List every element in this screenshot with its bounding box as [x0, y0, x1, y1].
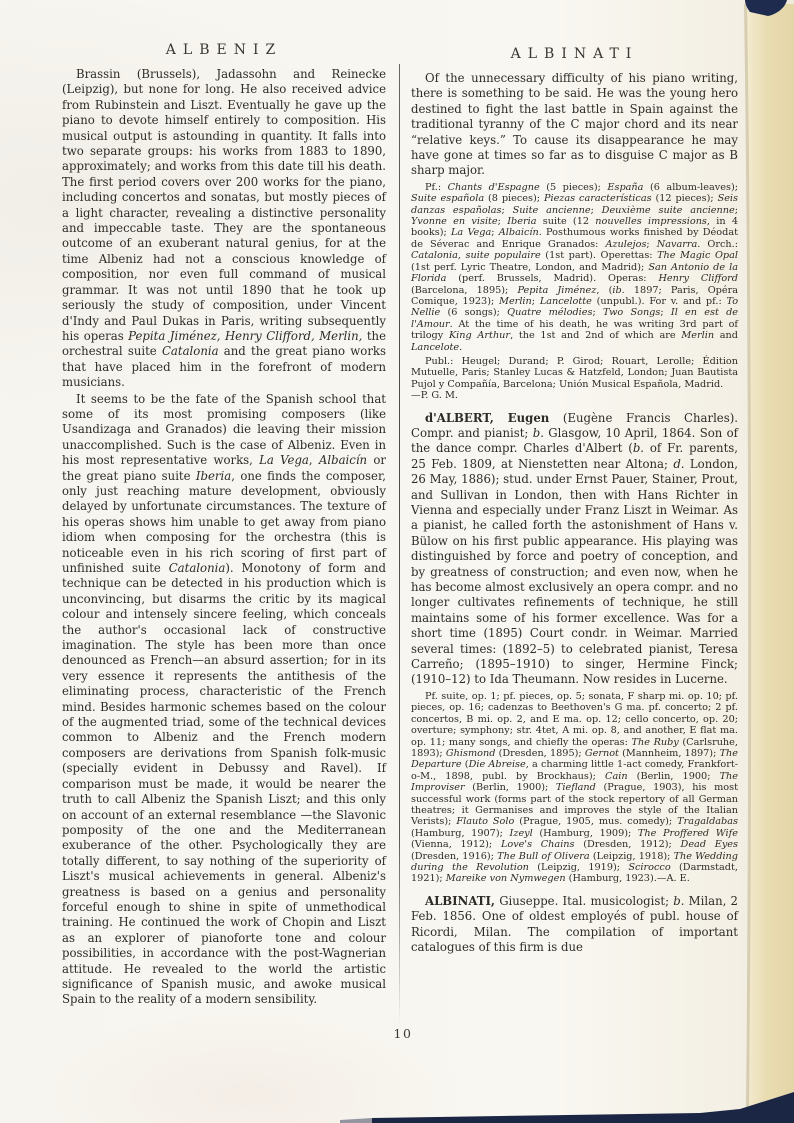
paragraph-albeniz-assessment: It seems to be the fate of the Spanish school that some of its most promising composers (like Usandizaga and Granados) die leaving their mission unaccomplished. Such is the case of Albeniz. Even in his most representative works, La Vega, Albaicín or the great piano suite Iberia, one finds the composer, only just reaching mature development, obviously delayed by unfortunate circumstances. The texture of his operas shows him unable to get away from piano idiom when composing for the orchestra (this is noticeable even in his rich scoring of first part of unfinished suite Catalonia). Monotony of form and technique can be detected in his production which is unconvincing, but disarms the critic by its magical colour and intensely sincere feeling, which conceals the author's occasional lack of constructive imagination. The style has been more than once denounced as French—an absurd assertion; for in its very essence it represents the antithesis of the eliminating process, characteristic of the French mind. Besides harmonic schemes based on the colour of the augmented triad, some of the technical devices common to Albeniz and the French modern composers are derivations from Spanish folk-music (specially evident in Debussy and Ravel). If comparison must be made, it would be nearer the truth to call Albeniz the Spanish Liszt; and this only on account of an external resemblance —the Slavonic pomposity of the one and the Mediterranean exuberance of the other. Psychologically they are totally different, to say nothing of the superiority of Liszt's musical achievements in general. Albeniz's greatness is based on a genius and personality forceful enough to shine in spite of unmethodical training. He continued the work of Chopin and Liszt as an explorer of pianoforte tone and colour possibilities, in accordance with the post-Wagnerian attitude. He revealed to the world the artistic significance of Spanish music, and awoke musical Spain to the reality of a modern sensibility. — [62, 391, 386, 1007]
page-number: 10 — [393, 1026, 413, 1041]
page-edge-strip — [745, 4, 794, 1108]
paragraph-albeniz-piano-writing: Of the unnecessary difficulty of his piano writing, there is something to be said. He was the young hero destined to fight the last battle in Spain against the traditional tyranny of the C major chord and its near “relative keys.” To cause its disappearance he may have gone at times so far as to disguise C major as B sharp major. — [411, 71, 738, 178]
publishers-text: Publ.: Heugel; Durand; P. Girod; Rouart, Lerolle; Édition Mutuelle, Paris; Stanley Lucas & Hatzfeld, London; Juan Bautista Pujol y Compañía, Barcelona; Unión Musical Española, Madrid. — [411, 355, 738, 390]
book-cover-bottom-fade — [340, 1118, 372, 1123]
book-cover-top-corner — [745, 0, 787, 16]
paragraph-albeniz-career: Brassin (Brussels), Jadassohn and Reinecke (Leipzig), but none for long. He also received advice from Rubinstein and Liszt. Eventually he gave up the piano to devote himself entirely to composition. His musical output is astounding in quantity. It falls into two separate groups: his works from 1883 to 1890, approximately; and works from this date till his death. The first period covers over 200 works for the piano, including concertos and sonatas, but mostly pieces of a light character, revealing a distinctive personality and impeccable taste. They are the spontaneous outcome of an exuberant natural genius, for at the time Albeniz had not a conscious knowledge of composition, nor even full command of musical grammar. It was not until 1890 that he took up seriously the study of composition, under Vincent d'Indy and Paul Dukas in Paris, writing subsequently his operas Pepita Jiménez, Henry Clifford, Merlin, the orchestral suite Catalonia and the great piano works that have placed him in the forefront of modern musicians. — [62, 67, 387, 390]
contributor-signature: —P. G. M. — [411, 390, 458, 402]
running-head-left: ALBENIZ — [165, 42, 283, 58]
entry-albinati: ALBINATI, Giuseppe. Ital. musicologist; b. Milan, 2 Feb. 1856. One of oldest employés of publ. house of Ricordi, Milan. The compilation of important catalogues of this firm is due — [411, 893, 738, 954]
albeniz-works-list: Pf.: Chants d'Espagne (5 pieces); España (6 album-leaves); Suite española (8 pieces); Piezas características (12 pieces); Seis danzas españolas; Suite ancienne; Deuxième suite ancienne; Yvonne en visite; Iberia suite (12 nouvelles impressions, in 4 books); La Vega; Albaicín. Posthumous works finished by Déodat de Séverac and Enrique Granados: Azulejos; Navarra. Orch.: Catalonia, suite populaire (1st part). Operettas: The Magic Opal (1st perf. Lyric Theatre, London, and Madrid); San Antonio de la Florida (perf. Brussels, Madrid). Operas: Henry Clifford (Barcelona, 1895); Pepita Jiménez, (ib. 1897; Paris, Opéra Comique, 1923); Merlin; Lancelotte (unpubl.). For v. and pf.: To Nellie (6 songs); Quatre mélodies; Two Songs; Il en est de l'Amour. At the time of his death, he was writing 3rd part of trilogy King Arthur, the 1st and 2nd of which are Merlin and Lancelote. — [411, 181, 739, 353]
page-edge-shadow — [744, 4, 751, 1108]
left-column — [62, 67, 386, 1008]
entry-dalbert: d'ALBERT, Eugen (Eugène Francis Charles). Compr. and pianist; b. Glasgow, 10 April, 1864. Son of the dance compr. Charles d'Albert (b. of Fr. parents, 25 Feb. 1809, at Nienstetten near Altona; d. London, 26 May, 1886); stud. under Ernst Pauer, Stainer, Prout, and Sullivan in London, then with Hans Richter in Vienna and especially under Franz Liszt in Weimar. As a pianist, he called forth the astonishment of Hans v. Bülow on his first public appearance. His playing was distinguished by force and poetry of conception, and by greatness of construction; and even now, when he has become almost exclusively an opera compr. and no longer cultivates refinements of technique, he still maintains some of his former excellence. Was for a short time (1895) Court condr. in Weimar. Married several times: (1892–5) to celebrated pianist, Teresa Carreño; (1895–1910) to singer, Hermine Finck; (1910–12) to Ida Theumann. Now resides in Lucerne. — [411, 410, 738, 687]
albeniz-publishers-list — [411, 356, 738, 402]
column-divider — [399, 64, 400, 1026]
running-head-right: ALBINATI — [510, 46, 639, 62]
right-column — [411, 71, 738, 955]
book-cover-bottom-edge — [372, 1092, 794, 1123]
dalbert-works-list: Pf. suite, op. 1; pf. pieces, op. 5; sonata, F sharp mi. op. 10; pf. pieces, op. 16; cadenzas to Beethoven's G ma. pf. concerto; 2 pf. concertos, B mi. op. 2, and E ma. op. 12; cello concerto, op. 20; overture; symphony; str. 4tet, A mi. op. 8, and another, E flat ma. op. 11; many songs, and chiefly the operas: The Ruby (Carlsruhe, 1893); Ghismond (Dresden, 1895); Gernot (Mannheim, 1897); The Departure (Die Abreise, a charming little 1-act comedy, Frankfort-o-M., 1898, publ. by Brockhaus); Cain (Berlin, 1900; The Improviser (Berlin, 1900); Tiefland (Prague, 1903), his most successful work (forms part of the stock repertory of all German theatres; it Germanises and improves the style of the Italian Verists); Flauto Solo (Prague, 1905, mus. comedy); Tragaldabas (Hamburg, 1907); Izeyl (Hamburg, 1909); The Proffered Wife (Vienna, 1912); Love's Chains (Dresden, 1912); Dead Eyes (Dresden, 1916); The Bull of Olivera (Leipzig, 1918); The Wedding during the Revolution (Leipzig, 1919); Scirocco (Darmstadt, 1921); Mareike von Nymwegen (Hamburg, 1923).—A. E. — [411, 690, 739, 885]
